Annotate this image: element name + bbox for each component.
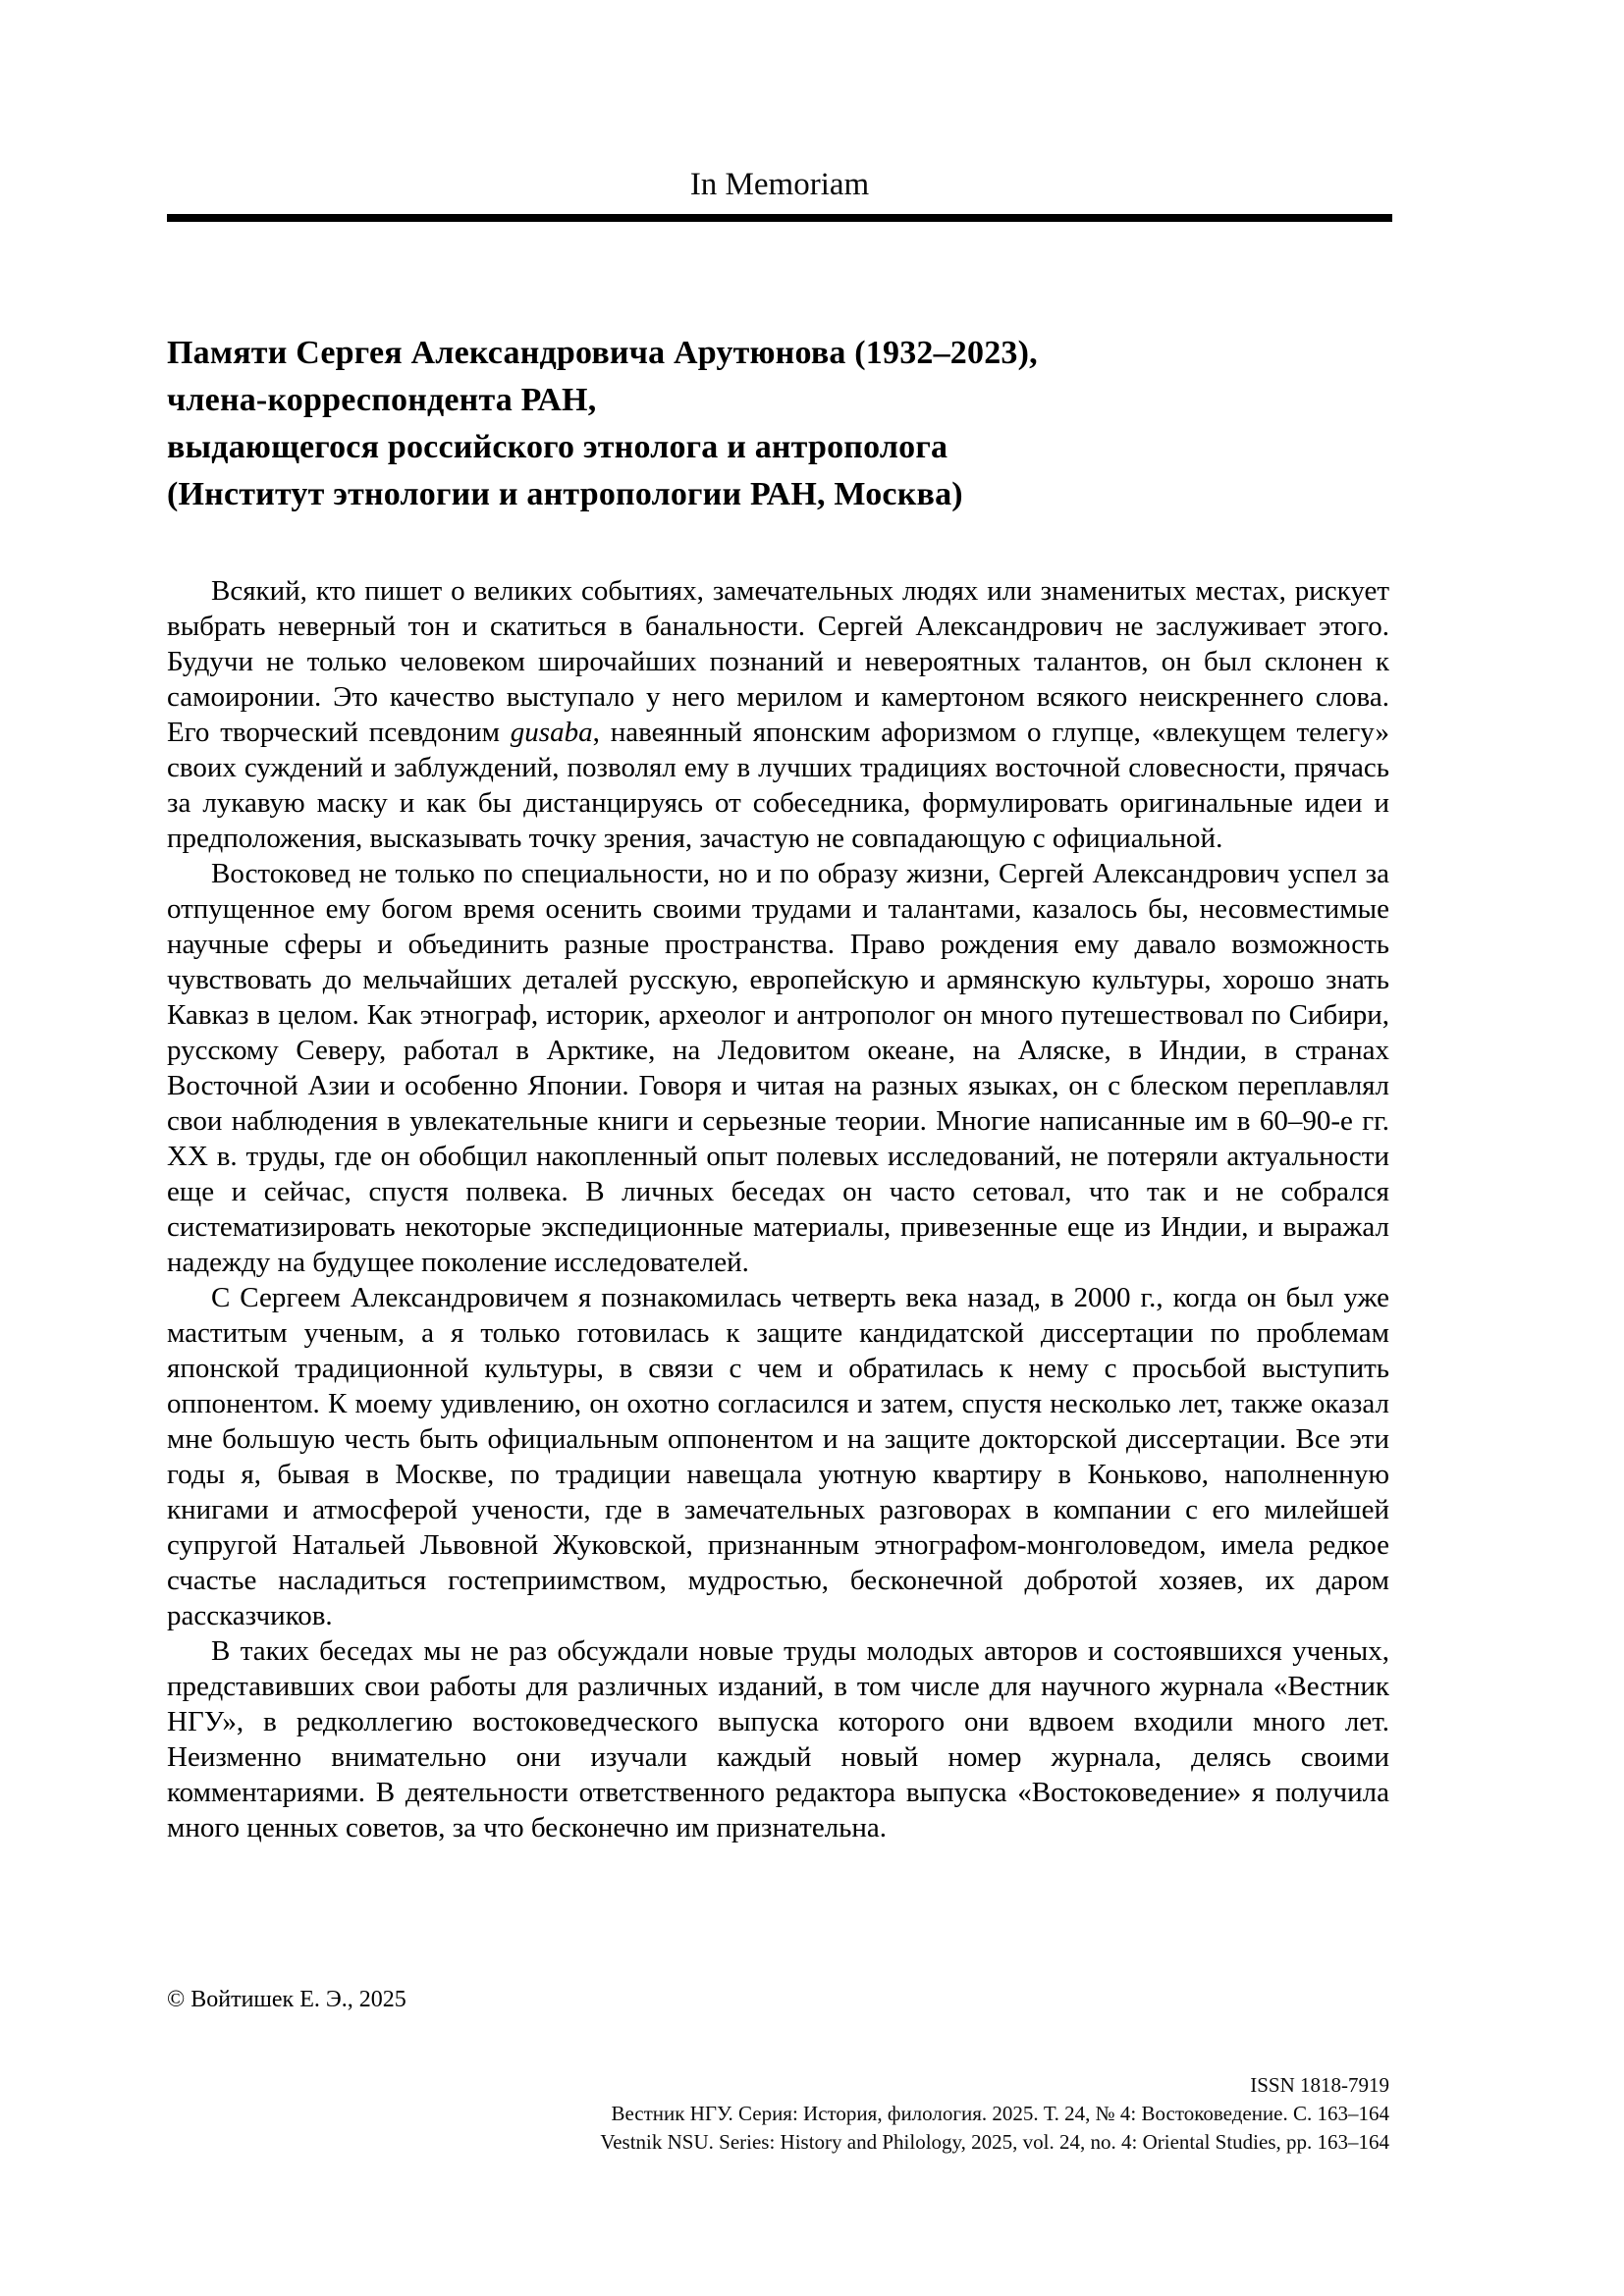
paragraph-3: С Сергеем Александровичем я познакомилась четверть века назад, в 2000 г., когда он был уже маститым ученым, а я только готовилась к защите кандидатской диссертации по проблемам японской традиционной культуры, в связи с чем и обратилась к нему с просьбой выступить оппонентом. К моему удивлению, он охотно согласился и затем, спустя несколько лет, также оказал мне большую честь быть официальным оппонентом и на защите докторской диссертации. Все эти годы я, бывая в Москве, по традиции навещала уютную квартиру в Коньково, наполненную книгами и атмосферой учености, где в замечательных разговорах в компании с его милейшей супругой Натальей Львовной Жуковской, признанным этнографом-монголоведом, имела редкое счастье насладиться гостеприимством, мудростью, бесконечной добротой хозяев, их даром рассказчиков. <box>167 1282 1389 1631</box>
paragraph-2: Востоковед не только по специальности, но и по образу жизни, Сергей Александрович успел за отпущенное ему богом время осенить своими трудами и талантами, казалось бы, несовместимые научные сферы и объединить разные пространства. Право рождения ему давало возможность чувствовать до мельчайших деталей русскую, европейскую и армянскую культуры, хорошо знать Кавказ в целом. Как этнограф, историк, археолог и антрополог он много путешествовал по Сибири, русскому Северу, работал в Арктике, на Ледовитом океане, на Аляске, в Индии, в странах Восточной Азии и особенно Японии. Говоря и читая на разных языках, он с блеском переплавлял свои наблюдения в увлекательные книги и серьезные теории. Многие написанные им в 60–90-е гг. XX в. труды, где он обобщил накопленный опыт полевых исследований, не потеряли актуальности еще и сейчас, спустя полвека. В личных беседах он часто сетовал, что так и не собрался систематизировать некоторые экспедиционные материалы, привезенные еще из Индии, и выражал надежду на будущее поколение исследователей. <box>167 858 1389 1278</box>
imprint-line-en: Vestnik NSU. Series: History and Philology, 2025, vol. 24, no. 4: Oriental Studies, pp. 163–164 <box>600 2130 1389 2154</box>
paragraph-1-italic-pseudonym: gusaba <box>510 717 593 748</box>
article-title-line-4: (Институт этнологии и антропологии РАН, Москва) <box>167 476 963 512</box>
journal-imprint <box>167 2071 1389 2157</box>
paragraph-4: В таких беседах мы не раз обсуждали новые труды молодых авторов и состоявшихся ученых, представивших свои работы для различных изданий, в том числе для научного журнала «Вестник НГУ», в редколлегию востоковедческого выпуска которого они вдвоем входили много лет. Неизменно внимательно они изучали каждый новый номер журнала, делясь своими комментариями. В деятельности ответственного редактора выпуска «Востоковедение» я получила много ценных советов, за что бесконечно им признательна. <box>167 1635 1389 1843</box>
issn-line: ISSN 1818-7919 <box>1250 2073 1389 2097</box>
article-title-line-2: члена-корреспондента РАН, <box>167 382 597 418</box>
header-rule <box>167 214 1392 222</box>
paragraph-1-text: Всякий, кто пишет о великих событиях, замечательных людях или знаменитых местах, рискует выбрать неверный тон и скатиться в банальности. Сергей Александрович не заслуживает этого. Будучи не только человеком широчайших познаний и невероятных талантов, он был склонен к самоиронии. Это качество выступало у него мерилом и камертоном всякого неискреннего слова. Его творческий псевдоним <box>167 575 1389 748</box>
imprint-line-ru: Вестник НГУ. Серия: История, филология. 2025. Т. 24, № 4: Востоковедение. С. 163–164 <box>611 2102 1389 2125</box>
paragraph-1-text-continued: , навеянный японским афоризмом о глупце, «влекущем телегу» своих суждений и заблуждений, позволял ему в лучших традициях восточной словесности, прячась за лукавую маску и как бы дистанцируясь от собеседника, формулировать оригинальные идеи и предположения, высказывать точку зрения, зачастую не совпадающую с официальной. <box>167 717 1389 854</box>
article-title-line-3: выдающегося российского этнолога и антрополога <box>167 429 948 465</box>
article-title <box>167 330 1392 518</box>
article-body <box>167 573 1389 1845</box>
running-head: In Memoriam <box>689 167 870 202</box>
copyright-notice: © Войтишек Е. Э., 2025 <box>167 1987 406 2012</box>
paragraph-1 <box>167 573 1389 856</box>
article-title-line-1: Памяти Сергея Александровича Арутюнова (1932–2023), <box>167 335 1038 371</box>
